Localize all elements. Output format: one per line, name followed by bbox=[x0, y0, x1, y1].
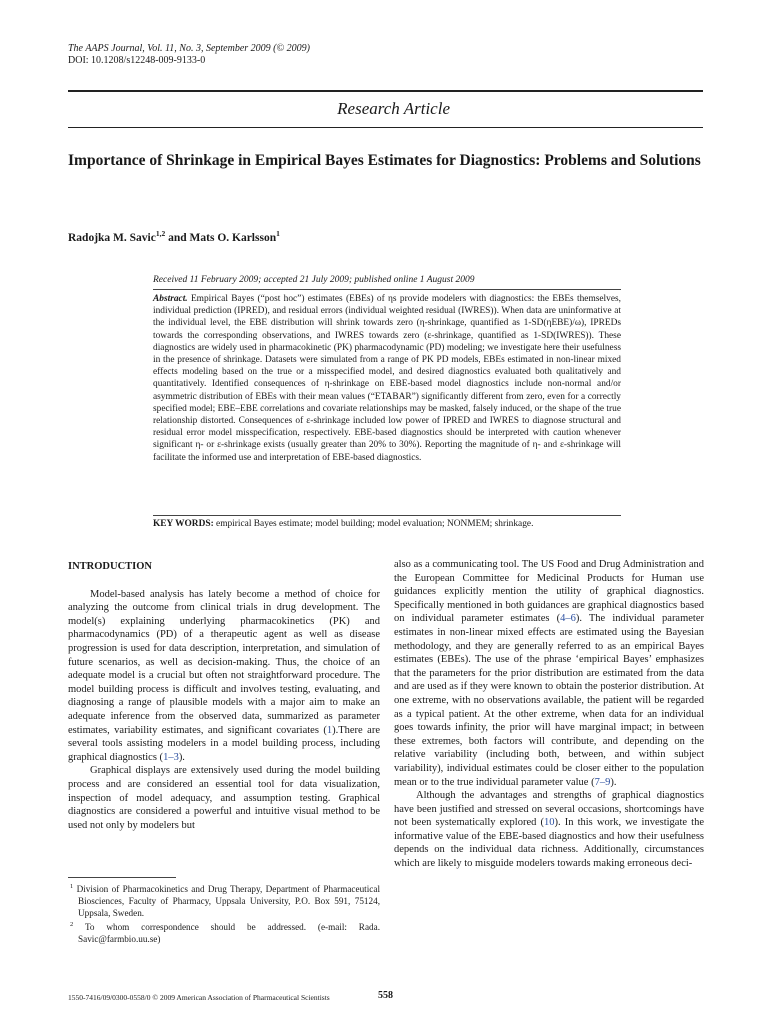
citation-link[interactable]: 1–3 bbox=[163, 751, 179, 763]
paragraph: Graphical displays are extensively used during the model building process and are considered an essential tool for data visualization, inspection of model adequacy, and assumption testing. Graphical diagnostics are considered a powerful and intuitive visual method to be used not only by modelers but bbox=[68, 765, 380, 831]
section-heading: INTRODUCTION bbox=[68, 561, 153, 572]
paragraph-text: ). bbox=[610, 776, 617, 788]
affiliation-mark: 1,2 bbox=[155, 229, 166, 238]
footnote-rule bbox=[68, 877, 176, 878]
footnote-text: Division of Pharmacokinetics and Drug Therapy, Department of Pharmaceutical Biosciences, Faculty of Pharmacy, Uppsala University, P.O. Box 591, 75124, Uppsala, Sweden. bbox=[76, 884, 380, 918]
author-conjunction: and bbox=[165, 231, 190, 244]
footnote-mark: 1 bbox=[70, 883, 74, 890]
received-dates: Received 11 February 2009; accepted 21 July 2009; published online 1 August 2009 bbox=[153, 275, 475, 285]
doi[interactable]: DOI: 10.1208/s12248-009-9133-0 bbox=[68, 55, 206, 66]
paragraph-text: ). In this work, we investigate the informative value of the EBE-based diagnostics and how their usefulness depends on the individual data richness. Additionally, circumstances which are likely to misguide modelers towards making erroneous deci- bbox=[394, 817, 704, 870]
paper-title: Importance of Shrinkage in Empirical Bayes Estimates for Diagnostics: Problems and Solutions bbox=[68, 152, 701, 169]
keywords bbox=[153, 518, 621, 530]
footnote-text: To whom correspondence should be addressed. (e-mail: Rada. Savic@farmbio.uu.se) bbox=[78, 922, 380, 945]
author-name: Radojka M. Savic bbox=[68, 231, 156, 244]
journal-citation: The AAPS Journal, Vol. 11, No. 3, September 2009 (© 2009) bbox=[68, 43, 310, 54]
footnote-mark: 2 bbox=[70, 921, 74, 929]
left-column bbox=[68, 560, 380, 832]
abstract-rule-bottom bbox=[153, 515, 621, 516]
footnote bbox=[68, 881, 380, 919]
abstract-text: Empirical Bayes (“post hoc”) estimates (EBEs) of ηs provide modelers with diagnostics: the EBEs themselves, individual prediction (IPRED), and residual errors (individual weighted residual (IWRES)). When data are uninformative at the individual level, the EBE distribution will shrink towards zero (η-shrinkage, quantified as 1-SD(ηEBE)/ω), IPREDs towards the corresponding observations, and IWRES towards zero (ε-shrinkage, quantified as 1-SD(IWRES)). These diagnostics are widely used in pharmacokinetic (PK) pharmacodynamic (PD) modeling; we investigate here their usefulness in the presence of shrinkage. Datasets were simulated from a range of PK PD models, EBEs estimated in non-linear mixed effects modeling based on the true or a misspecified model, and desired diagnostics evaluated both qualitatively and quantitatively. Identified consequences of η-shrinkage on EBE-based model diagnostics include non-normal and/or asymmetric distribution of EBEs with their mean values (“ETABAR”) significantly different from zero, even for a correctly specified model; EBE–EBE correlations and covariate relationships may be masked, falsely induced, or the shape of the true relationship distorted. Consequences of ε-shrinkage included low power of IPRED and IWRES to diagnose structural and residual error model misspecification, respectively. EBE-based diagnostics should be interpreted with caution whenever significant η- or ε-shrinkage exists (usually greater than 20% to 30%). Reporting the magnitude of η- and ε-shrinkage will facilitate the informed use and interpretation of EBE-based diagnostics. bbox=[153, 294, 622, 463]
paragraph-text: Model-based analysis has lately become a method of choice for analyzing the outcome from clinical trials in drug development. The model(s) explaining underlying pharmacokinetics (PK) and pharmacodynamics (PD) of a therapeutic agent as well as disease progression is used for data description, interpretation, and simulation of future scenarios, as well as decision-making. Thus, the choice of an adequate model is a crucial but often not straightforward procedure. The model building process is difficult and involves testing, evaluating, and diagnosing a range of plausible models with a major aim to make an adequate inference from the observed data, summarized as parameter estimates, variability estimates, and significant covariates ( bbox=[68, 588, 380, 736]
paragraph-text: ). bbox=[178, 751, 185, 763]
paragraph bbox=[68, 588, 380, 765]
right-column bbox=[394, 558, 704, 871]
article-type-label: Research Article bbox=[337, 99, 450, 118]
paragraph-text: also as a communicating tool. The US Food and Drug Administration and the European Committee for Medicinal Products for Human use guidances explicitly mention the utility of graphical diagnostics. Specifically mentioned in both guidances are graphical diagnostics based on individual parameter estimates ( bbox=[394, 559, 704, 625]
abstract bbox=[153, 293, 621, 464]
footnote bbox=[68, 919, 380, 946]
keywords-text: empirical Bayes estimate; model building; model evaluation; NONMEM; shrinkage. bbox=[216, 519, 534, 529]
paragraph-text: ).There are several tools assisting modelers in a model building process, including graphical diagnostics ( bbox=[68, 724, 380, 763]
header-rule-bottom bbox=[68, 127, 703, 128]
paragraph-text: Although the advantages and strengths of graphical diagnostics have been justified and stressed on several occasions, shortcomings have not been systematically explored ( bbox=[394, 790, 704, 829]
abstract-label: Abstract. bbox=[153, 294, 188, 304]
author-line bbox=[68, 229, 280, 244]
citation-link[interactable]: 1 bbox=[326, 724, 333, 736]
header-rule-top bbox=[68, 90, 703, 92]
paragraph bbox=[394, 558, 704, 789]
citation-link[interactable]: 10 bbox=[544, 817, 555, 829]
author-name: Mats O. Karlsson bbox=[189, 231, 277, 244]
citation-link[interactable]: 4–6 bbox=[560, 613, 576, 625]
paragraph-text: ). The individual parameter estimates in non-linear mixed effects are estimated using the Bayesian methodology, and they are generally referred to as an empirical Bayes estimates (EBEs). The use of the phrase ‘empirical Bayes’ emphasizes that the parameters for the prior distribution are estimated from the data and are used as if they were known to obtain the posterior distribution. At one extreme, with no observations available, the patient will be regarded as a typical patient. At the other extreme, when data for an individual goes towards infinity, the prior will have marginal impact; in between these extremes, both factors will contribute, and depending on the relative variability (including both, between, and within subject variability), individual estimates could be closer either to the population mean or to the true individual parameter value ( bbox=[394, 613, 704, 788]
copyright-footer: 1550-7416/09/0300-0558/0 © 2009 American Association of Pharmaceutical Scientists bbox=[68, 993, 330, 1002]
paragraph bbox=[394, 789, 704, 871]
abstract-rule-top bbox=[153, 289, 621, 290]
affiliation-mark: 1 bbox=[276, 229, 280, 238]
footnotes bbox=[68, 881, 380, 946]
citation-link[interactable]: 7–9 bbox=[594, 776, 611, 788]
page-number: 558 bbox=[378, 990, 393, 1001]
keywords-label: KEY WORDS: bbox=[153, 519, 214, 529]
